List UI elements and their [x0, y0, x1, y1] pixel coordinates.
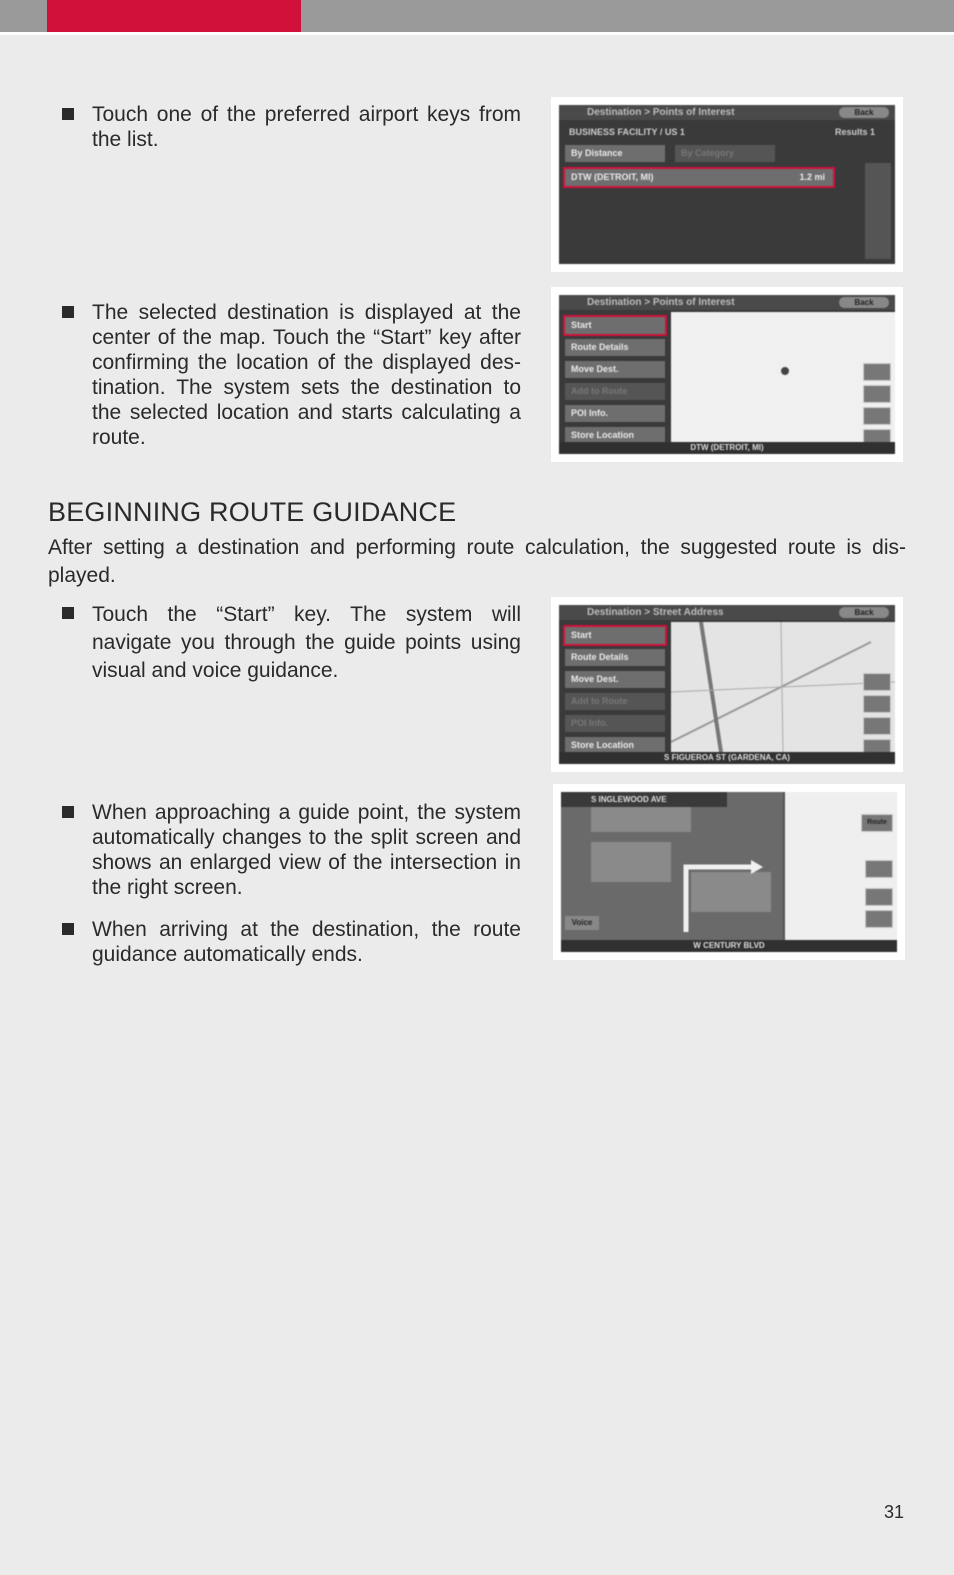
screenshot-guidance [553, 784, 905, 960]
street-name-bar: S INGLEWOOD AVE [561, 792, 727, 807]
destination-marker-icon [781, 367, 789, 375]
bullet-text-3: Touch the “Start” key. The system will navigate you through the guide points using visual and voice guidance. [92, 603, 521, 682]
map-mode-button[interactable] [863, 695, 891, 713]
bullet-text-4: When approaching a guide point, the system automatically changes to the split screen and shows an enlarged view of the intersection in the right screen. [92, 801, 521, 899]
category-label: BUSINESS FACILITY / US 1 [569, 127, 685, 137]
store-location-button[interactable]: Store Location [565, 427, 665, 444]
bullet-text-5: When arriving at the destination, the route guidance automatically ends. [92, 918, 521, 966]
route-details-button[interactable]: Route Details [565, 339, 665, 356]
map-footer: DTW (DETROIT, MI) [559, 442, 895, 454]
zoom-scale-button[interactable] [865, 860, 893, 878]
screen-title: Destination > Points of Interest [559, 105, 895, 120]
map-footer: S FIGUEROA ST (GARDENA, CA) [559, 752, 895, 764]
back-button[interactable]: Back [839, 607, 889, 618]
add-to-route-button[interactable]: Add to Route [565, 693, 665, 710]
screenshot-poi-map [551, 287, 903, 462]
section-heading: BEGINNING ROUTE GUIDANCE [48, 497, 457, 527]
tab-by-distance[interactable]: By Distance [565, 145, 665, 162]
move-dest-button[interactable]: Move Dest. [565, 671, 665, 688]
map-view[interactable] [671, 312, 895, 442]
bullet-marker [62, 923, 74, 935]
screen-title: Destination > Points of Interest [559, 295, 895, 310]
map-mode-button[interactable] [865, 888, 893, 906]
guidance-footer: W CENTURY BLVD [561, 940, 897, 952]
bullet-marker [62, 806, 74, 818]
screenshot-poi-list [551, 97, 903, 272]
airport-name: DTW (DETROIT, MI) [571, 172, 654, 182]
bullet-text-2: The selected destination is displayed at the center of the map. Touch the “Start” key after confirming the location of the displayed des- tination. The system sets the destination to the selected location and starts calculating a route. [92, 301, 521, 449]
voice-button[interactable]: Voice [565, 916, 599, 930]
street-lines [671, 622, 895, 752]
zoom-scale-button[interactable] [863, 363, 891, 381]
start-button[interactable]: Start [565, 317, 665, 334]
guidance-screen [561, 792, 897, 952]
tab-by-category[interactable]: By Category [675, 145, 775, 162]
route-details-button[interactable]: Route Details [565, 649, 665, 666]
map-view-button[interactable] [863, 717, 891, 735]
poi-map-screen [559, 295, 895, 454]
bullet-text-1: Touch one of the preferred airport keys from the list. [92, 103, 521, 151]
poi-list-screen [559, 105, 895, 264]
back-button[interactable]: Back [839, 107, 889, 118]
top-banner-divider [0, 32, 954, 35]
move-dest-button[interactable]: Move Dest. [565, 361, 665, 378]
map-view-button[interactable] [865, 910, 893, 928]
poi-info-button[interactable]: POI Info. [565, 715, 665, 732]
street-map-screen [559, 605, 895, 764]
intersection-view [561, 792, 783, 940]
screenshot-street-map [551, 597, 903, 772]
airport-distance: 1.2 mi [799, 172, 825, 182]
add-to-route-button[interactable]: Add to Route [565, 383, 665, 400]
start-button[interactable]: Start [565, 627, 665, 644]
bullet-marker [62, 108, 74, 120]
screen-title: Destination > Street Address [559, 605, 895, 620]
map-view-button[interactable] [863, 407, 891, 425]
scrollbar[interactable] [865, 163, 891, 259]
bullet-marker [62, 607, 74, 619]
page-number: 31 [884, 1502, 905, 1522]
section-intro: After setting a destination and performing route calculation, the suggested route is dis- played. [48, 536, 906, 587]
back-button[interactable]: Back [839, 297, 889, 308]
top-banner-accent [47, 0, 301, 32]
map-mode-button[interactable] [863, 385, 891, 403]
bullet-marker [62, 306, 74, 318]
results-label: Results 1 [834, 127, 875, 137]
store-location-button[interactable]: Store Location [565, 737, 665, 754]
poi-info-button[interactable]: POI Info. [565, 405, 665, 422]
route-button[interactable]: Route [861, 814, 893, 832]
airport-list-item[interactable] [565, 169, 833, 186]
map-view[interactable] [671, 622, 895, 752]
zoom-scale-button[interactable] [863, 673, 891, 691]
